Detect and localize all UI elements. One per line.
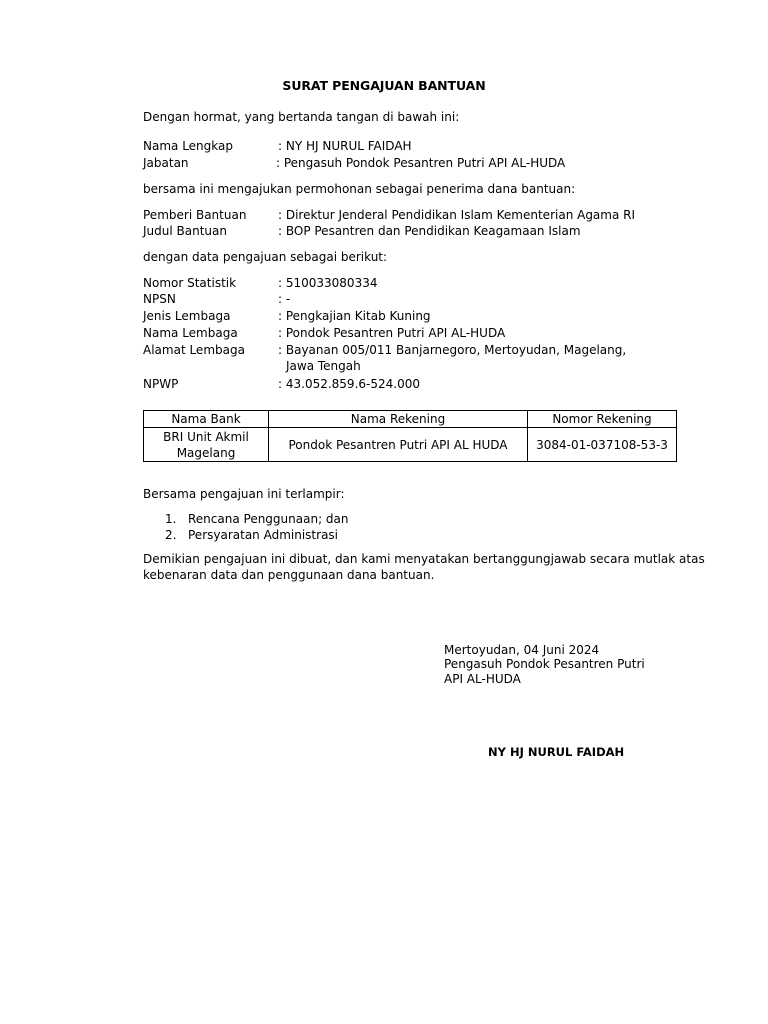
column-header: Nomor Rekening	[528, 411, 677, 428]
bank-name-line: Magelang	[176, 445, 236, 460]
column-header: Nama Bank	[144, 411, 269, 428]
field-label: Nomor Statistik	[143, 276, 237, 290]
greeting-text: Dengan hormat, yang bertanda tangan di bawah ini:	[143, 110, 460, 124]
signature-name: NY HJ NURUL FAIDAH	[488, 745, 625, 759]
field-label: NPWP	[143, 377, 179, 391]
field-label: Nama Lembaga	[143, 326, 238, 340]
account-number-cell: 3084-01-037108-53-3	[528, 428, 677, 462]
field-value: : -	[278, 292, 291, 306]
bank-account-table	[143, 410, 677, 462]
bank-name-line: BRI Unit Akmil	[163, 429, 249, 444]
request-intro-text: bersama ini mengajukan permohonan sebagai penerima dana bantuan:	[143, 182, 576, 196]
list-number: 1.	[165, 512, 177, 526]
field-label: Judul Bantuan	[143, 224, 227, 238]
field-value: : Bayanan 005/011 Banjarnegoro, Mertoyudan, Magelang,	[278, 343, 627, 357]
field-value: : 510033080334	[278, 276, 378, 290]
field-value: : BOP Pesantren dan Pendidikan Keagamaan Islam	[278, 224, 581, 238]
field-label: Nama Lengkap	[143, 139, 233, 153]
signature-place-date: Mertoyudan, 04 Juni 2024	[444, 643, 600, 657]
field-value: : NY HJ NURUL FAIDAH	[278, 139, 412, 153]
field-label: Alamat Lembaga	[143, 343, 245, 357]
closing-text-line: Demikian pengajuan ini dibuat, dan kami menyatakan bertanggungjawab secara mutlak atas	[143, 552, 705, 566]
table-header-row	[144, 411, 677, 428]
field-label: Jabatan	[143, 156, 189, 170]
table-row	[144, 428, 677, 462]
closing-text-line: kebenaran data dan penggunaan dana bantuan.	[143, 568, 435, 582]
bank-name-cell	[144, 428, 269, 462]
signature-position: Pengasuh Pondok Pesantren Putri	[444, 657, 645, 671]
signature-position: API AL-HUDA	[444, 672, 521, 686]
field-value: : Pengasuh Pondok Pesantren Putri API AL-HUDA	[276, 156, 566, 170]
letter-title: SURAT PENGAJUAN BANTUAN	[282, 78, 486, 93]
list-text: Rencana Penggunaan; dan	[188, 512, 349, 526]
field-value: : Direktur Jenderal Pendidikan Islam Kementerian Agama RI	[278, 208, 636, 222]
field-value: : 43.052.859.6-524.000	[278, 377, 420, 391]
list-text: Persyaratan Administrasi	[188, 528, 339, 542]
attachments-intro-text: Bersama pengajuan ini terlampir:	[143, 487, 345, 501]
field-value-continuation: Jawa Tengah	[286, 359, 361, 373]
column-header: Nama Rekening	[269, 411, 528, 428]
data-intro-text: dengan data pengajuan sebagai berikut:	[143, 250, 388, 264]
field-label: NPSN	[143, 292, 176, 306]
field-value: : Pengkajian Kitab Kuning	[278, 309, 431, 323]
field-label: Jenis Lembaga	[143, 309, 231, 323]
list-number: 2.	[165, 528, 177, 542]
field-label: Pemberi Bantuan	[143, 208, 247, 222]
account-name-cell: Pondok Pesantren Putri API AL HUDA	[269, 428, 528, 462]
field-value: : Pondok Pesantren Putri API AL-HUDA	[278, 326, 506, 340]
